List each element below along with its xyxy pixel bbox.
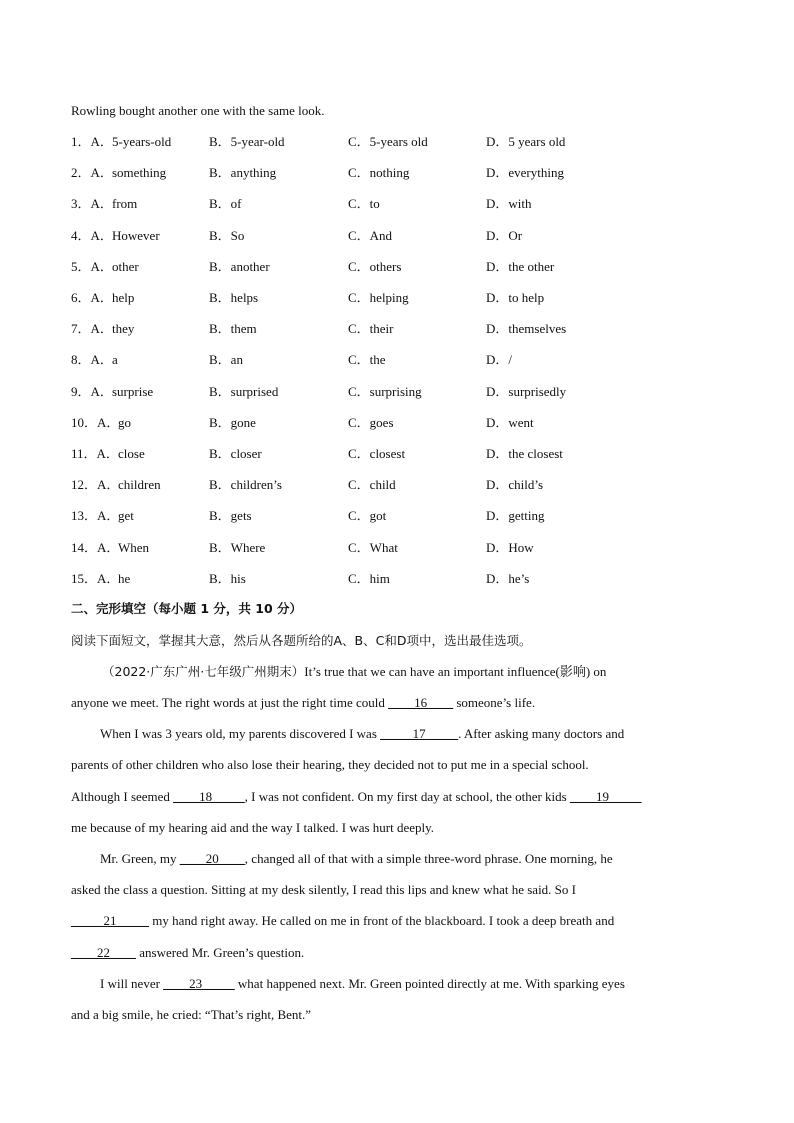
blank-21: _____21_____ <box>71 913 149 928</box>
option-d: D．child’s <box>486 477 544 493</box>
option-d: D．5 years old <box>486 134 566 149</box>
option-a: 2．A． <box>71 165 113 181</box>
section-heading: 二、完形填空（每小题 1 分，共 10 分） <box>71 601 303 616</box>
option-a-text: something <box>112 165 167 181</box>
source-note: （2022·广东广州·七年级广州期末） <box>102 664 305 679</box>
option-a-text: he <box>118 570 131 586</box>
option-b: B．Where <box>209 539 266 555</box>
option-a-text: children <box>118 477 161 493</box>
option-d: D．the closest <box>486 446 563 461</box>
option-a: 1．A． <box>71 134 113 149</box>
option-a: 10．A． <box>71 414 120 430</box>
option-d: D．everything <box>486 165 564 181</box>
passage-line: I will never ____23_____ what happened next. Mr. Green pointed directly at me. With sparking eyes <box>100 976 625 991</box>
option-b: B．helps <box>209 290 259 305</box>
option-a-text: they <box>112 321 135 337</box>
option-c: C．And <box>348 227 393 243</box>
option-a: 8．A． <box>71 352 113 368</box>
option-c: C．their <box>348 321 394 337</box>
option-b: B．surprised <box>209 383 279 399</box>
passage-line: me because of my hearing aid and the way I talked. I was hurt deeply. <box>71 820 435 835</box>
blank-22: ____22____ <box>71 945 136 960</box>
option-b: B．gone <box>209 414 256 430</box>
passage-line: Although I seemed ____18_____, I was not confident. On my first day at school, the other kids ____19_____ <box>71 789 642 804</box>
option-c: C．surprising <box>348 383 422 399</box>
option-b: B．closer <box>209 446 262 461</box>
option-a-text: 5-years-old <box>112 134 172 149</box>
option-a: 11．A． <box>71 446 119 461</box>
option-a: 12．A． <box>71 477 120 493</box>
passage-line: anyone we meet. The right words at just the right time could ____16____ someone’s life. <box>71 695 536 710</box>
option-b: B．them <box>209 321 257 337</box>
option-a-text: surprise <box>112 383 154 399</box>
passage-line: ____22____ answered Mr. Green’s question. <box>71 945 305 960</box>
option-a: 15．A． <box>71 570 120 586</box>
blank-18: ____18_____ <box>173 789 245 804</box>
option-c: C．to <box>348 196 380 212</box>
option-b: B．anything <box>209 165 277 181</box>
option-a-text: from <box>112 196 138 212</box>
option-a-text: However <box>112 227 160 243</box>
option-d: D．How <box>486 539 534 555</box>
blank-23: ____23_____ <box>163 976 235 991</box>
option-b: B．gets <box>209 508 252 524</box>
option-c: C．goes <box>348 414 394 430</box>
option-a: 9．A． <box>71 383 113 399</box>
option-a-text: go <box>118 414 131 430</box>
option-a: 7．A． <box>71 321 113 337</box>
passage-line: （2022·广东广州·七年级广州期末）It’s true that we can have an important influence(影响) on <box>102 664 607 679</box>
blank-20: ____20____ <box>179 851 245 866</box>
option-c: C．nothing <box>348 165 410 181</box>
option-c: C．him <box>348 570 390 586</box>
option-d: D．/ <box>486 352 513 368</box>
option-d: D．he’s <box>486 570 530 586</box>
option-a-text: get <box>118 508 134 524</box>
option-b: B．his <box>209 570 246 586</box>
option-a-text: other <box>112 258 139 274</box>
option-d: D．the other <box>486 258 555 274</box>
option-d: D．themselves <box>486 321 567 337</box>
option-b: B．children’s <box>209 477 282 493</box>
option-c: C．got <box>348 508 387 524</box>
blank-16: ____16____ <box>388 695 454 710</box>
option-b: B．So <box>209 227 245 243</box>
option-a: 13．A． <box>71 508 120 524</box>
blank-19: ____19_____ <box>569 789 642 804</box>
option-c: C．others <box>348 258 402 274</box>
option-b: B．of <box>209 196 242 212</box>
option-b: B．an <box>209 352 243 368</box>
option-c: C．helping <box>348 290 409 305</box>
option-a-text: help <box>112 290 135 305</box>
passage-line: When I was 3 years old, my parents discovered I was _____17_____. After asking many doctors and <box>100 726 625 741</box>
passage-line: parents of other children who also lose their hearing, they decided not to put me in a special school. <box>71 757 589 772</box>
option-a-text: close <box>118 446 145 461</box>
option-a: 14．A． <box>71 539 120 555</box>
passage-line: Mr. Green, my ____20____, changed all of that with a simple three-word phrase. One morning, he <box>100 851 613 866</box>
passage-line: asked the class a question. Sitting at my desk silently, I read this lips and knew what he said. So I <box>71 882 576 897</box>
option-b: B．5-year-old <box>209 134 285 149</box>
option-a: 3．A． <box>71 196 113 212</box>
option-a-text: When <box>118 539 150 555</box>
option-d: D．Or <box>486 227 523 243</box>
option-c: C．child <box>348 477 396 493</box>
option-d: D．surprisedly <box>486 383 567 399</box>
option-c: C．closest <box>348 446 406 461</box>
option-a-text: a <box>112 352 118 368</box>
passage-tail-text: Rowling bought another one with the same look. <box>71 103 325 118</box>
option-c: C．5-years old <box>348 134 428 149</box>
option-a: 4．A． <box>71 227 113 243</box>
option-a: 6．A． <box>71 290 113 305</box>
option-c: C．the <box>348 352 386 368</box>
section-instruction: 阅读下面短文，掌握其大意，然后从各题所给的A、B、C和D项中，选出最佳选项。 <box>71 633 532 648</box>
option-d: D．to help <box>486 290 545 305</box>
option-c: C．What <box>348 539 398 555</box>
blank-17: _____17_____ <box>380 726 459 741</box>
passage-line: and a big smile, he cried: “That’s right, Bent.” <box>71 1007 312 1022</box>
option-d: D．went <box>486 414 534 430</box>
option-b: B．another <box>209 258 270 274</box>
passage-line: _____21_____ my hand right away. He called on me in front of the blackboard. I took a deep breath and <box>71 913 615 928</box>
option-d: D．with <box>486 196 532 212</box>
option-d: D．getting <box>486 508 545 524</box>
option-a: 5．A． <box>71 258 113 274</box>
